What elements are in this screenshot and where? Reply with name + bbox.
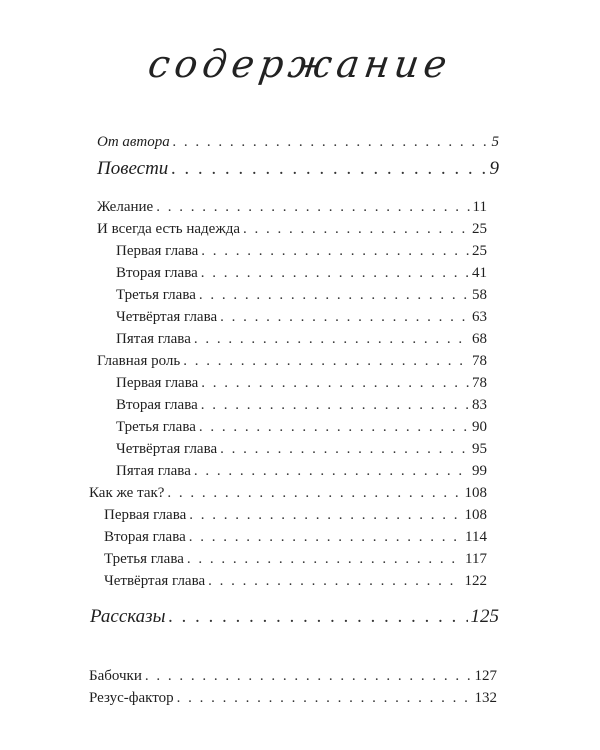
toc-entry-title: Третья глава <box>116 419 196 435</box>
dot-leader <box>194 330 469 348</box>
toc-entry-title: Первая глава <box>116 375 199 391</box>
dot-leader <box>173 133 489 151</box>
toc-entry-page: 25 <box>472 221 487 237</box>
toc-entry[interactable] <box>116 440 487 458</box>
toc-entry-title: Четвёртая глава <box>116 441 218 457</box>
toc-entry[interactable] <box>116 264 487 282</box>
toc-entry[interactable] <box>116 462 487 480</box>
toc-entry-title: Четвёртая глава <box>104 573 206 589</box>
dot-leader <box>220 308 469 326</box>
toc-entry[interactable] <box>116 242 487 260</box>
toc-entry-page: 122 <box>464 573 487 589</box>
toc-entry-title: Вторая глава <box>116 397 198 413</box>
dot-leader <box>171 158 486 180</box>
toc-entry-page: 108 <box>464 485 487 501</box>
dot-leader <box>183 352 469 370</box>
dot-leader <box>199 286 469 304</box>
toc-entry-page: 90 <box>472 419 487 435</box>
toc-entry-page: 78 <box>472 353 487 369</box>
toc-entry-title: Первая глава <box>104 507 187 523</box>
dot-leader <box>187 550 462 568</box>
toc-entry-page: 127 <box>474 668 497 684</box>
toc-entry-title: Вторая глава <box>116 265 198 281</box>
toc-entry-page: 78 <box>472 375 487 391</box>
toc-entry[interactable] <box>97 220 487 238</box>
toc-entry-page: 63 <box>472 309 487 325</box>
toc-entry-page: 99 <box>472 463 487 479</box>
toc-entry[interactable] <box>104 528 487 546</box>
toc-entry-title: Пятая глава <box>116 463 191 479</box>
dot-leader <box>220 440 469 458</box>
toc-entry-page: 108 <box>464 507 487 523</box>
toc-entry[interactable] <box>89 689 497 707</box>
toc-entry[interactable] <box>104 550 487 568</box>
toc-entry-page: 125 <box>470 606 499 627</box>
toc-entry[interactable] <box>97 198 487 216</box>
toc-entry[interactable] <box>116 396 487 414</box>
dot-leader <box>189 528 462 546</box>
toc-entry[interactable] <box>104 506 487 524</box>
toc-entry-title: Бабочки <box>89 668 142 684</box>
toc-entry[interactable] <box>116 418 487 436</box>
toc-entry-title: Рассказы <box>90 606 166 627</box>
toc-entry-title: Желание <box>97 199 154 215</box>
toc-entry-page: 114 <box>465 529 487 545</box>
toc-entry-title: Первая глава <box>116 243 199 259</box>
toc-entry-title: И всегда есть надежда <box>97 221 240 237</box>
toc-entry[interactable] <box>89 484 487 502</box>
toc-entry-title: Четвёртая глава <box>116 309 218 325</box>
toc-entry-title: Третья глава <box>116 287 196 303</box>
dot-leader <box>199 418 469 436</box>
toc-entry-title: Главная роль <box>97 353 181 369</box>
toc-entry-page: 117 <box>465 551 487 567</box>
toc-entry[interactable] <box>116 330 487 348</box>
toc-entry-page: 132 <box>474 690 497 706</box>
toc-entry-title: Резус-фактор <box>89 690 174 706</box>
toc-entry[interactable] <box>116 308 487 326</box>
toc-entry-title: От автора <box>97 134 170 150</box>
toc-entry-title: Повести <box>97 158 169 179</box>
dot-leader <box>201 396 469 414</box>
dot-leader <box>201 264 469 282</box>
toc-entry[interactable] <box>97 133 499 151</box>
toc-entry-page: 41 <box>472 265 487 281</box>
toc-entry[interactable] <box>104 572 487 590</box>
dot-leader <box>243 220 469 238</box>
toc-entry-page: 11 <box>472 199 487 215</box>
toc-entry-title: Как же так? <box>89 485 165 501</box>
toc-entry-page: 95 <box>472 441 487 457</box>
dot-leader <box>145 667 472 685</box>
dot-leader <box>194 462 469 480</box>
toc-entry-page: 58 <box>472 287 487 303</box>
toc-entry-page: 9 <box>489 158 499 179</box>
dot-leader <box>177 689 472 707</box>
toc-entry-title: Вторая глава <box>104 529 186 545</box>
dot-leader <box>201 374 469 392</box>
toc-entry[interactable] <box>90 606 499 628</box>
dot-leader <box>156 198 469 216</box>
toc-entry[interactable] <box>97 158 499 180</box>
toc-entry[interactable] <box>116 286 487 304</box>
toc-entry-page: 5 <box>491 134 499 150</box>
dot-leader <box>189 506 461 524</box>
toc-entry-page: 25 <box>472 243 487 259</box>
toc-entry-page: 83 <box>472 397 487 413</box>
page-title: содержание <box>145 42 455 86</box>
toc-entry[interactable] <box>116 374 487 392</box>
dot-leader <box>167 484 461 502</box>
dot-leader <box>201 242 469 260</box>
dot-leader <box>208 572 461 590</box>
toc-entry[interactable] <box>97 352 487 370</box>
toc-entry-page: 68 <box>472 331 487 347</box>
toc-entry-title: Пятая глава <box>116 331 191 347</box>
dot-leader <box>168 606 467 628</box>
toc-entry-title: Третья глава <box>104 551 184 567</box>
toc-entry[interactable] <box>89 667 497 685</box>
